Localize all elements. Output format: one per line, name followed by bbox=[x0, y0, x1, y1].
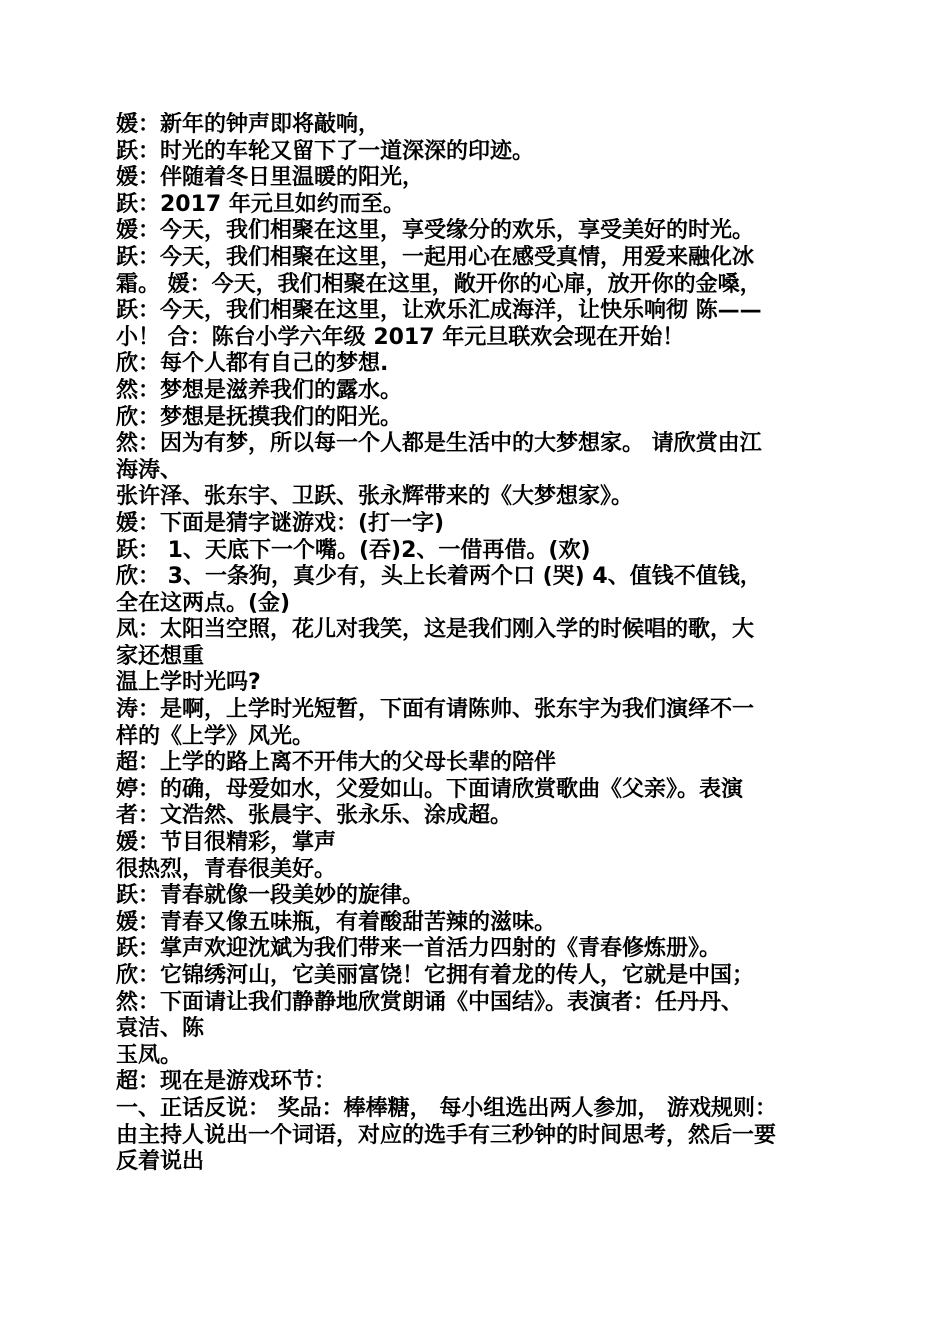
text-line: 欣：梦想是抚摸我们的阳光。 bbox=[116, 404, 403, 430]
text-line: 一、正话反说： 奖品：棒棒糖， 每小组选出两人参加， 游戏规则： bbox=[116, 1095, 777, 1121]
text-line: 欣： 3、一条狗，真少有，头上长着两个口 (哭) 4、值钱不值钱， bbox=[116, 564, 762, 590]
text-line: 媛：伴随着冬日里温暖的阳光， bbox=[116, 165, 425, 191]
text-line: 海涛、 bbox=[116, 457, 183, 483]
text-line: 欣：每个人都有自己的梦想. bbox=[116, 351, 389, 377]
text-line: 婷：的确，母爱如水，父爱如山。下面请欣赏歌曲《父亲》。表演 bbox=[116, 776, 744, 802]
text-line: 者：文浩然、张晨宇、张永乐、涂成超。 bbox=[116, 803, 513, 829]
text-line: 小！ 合：陈台小学六年级 2017 年元旦联欢会现在开始！ bbox=[116, 324, 685, 350]
text-line: 然：因为有梦，所以每一个人都是生活中的大梦想家。 请欣赏由江 bbox=[116, 431, 762, 457]
text-line: 媛：今天，我们相聚在这里，享受缘分的欢乐，享受美好的时光。 bbox=[116, 218, 755, 244]
text-line: 袁洁、陈 bbox=[116, 1016, 205, 1042]
text-line: 媛：下面是猜字谜游戏：(打一字) bbox=[116, 510, 445, 536]
text-line: 超：现在是游戏环节： bbox=[116, 1069, 337, 1095]
text-line: 由主持人说出一个词语，对应的选手有三秒钟的时间思考，然后一要 bbox=[116, 1122, 777, 1148]
text-line: 反着说出 bbox=[116, 1149, 205, 1175]
text-line: 然：下面请让我们静静地欣赏朗诵《中国结》。表演者：任丹丹、 bbox=[116, 989, 744, 1015]
text-line: 媛：青春又像五味瓶，有着酸甜苦辣的滋味。 bbox=[116, 909, 557, 935]
text-line: 霜。 媛：今天，我们相聚在这里，敞开你的心扉，放开你的金嗓， bbox=[116, 271, 762, 297]
text-line: 跃： 1、天底下一个嘴。(吞)2、一借再借。(欢) bbox=[116, 537, 591, 563]
document-body bbox=[116, 112, 836, 1176]
text-line: 跃：青春就像一段美妙的旋律。 bbox=[116, 883, 425, 909]
text-line: 样的《上学》风光。 bbox=[116, 723, 315, 749]
text-line: 跃：今天，我们相聚在这里，让欢乐汇成海洋，让快乐响彻 陈—— bbox=[116, 298, 762, 324]
text-line: 跃：今天，我们相聚在这里，一起用心在感受真情，用爱来融化冰 bbox=[116, 244, 755, 270]
text-line: 温上学时光吗? bbox=[116, 670, 261, 696]
text-line: 然：梦想是滋养我们的露水。 bbox=[116, 377, 403, 403]
text-line: 超：上学的路上离不开伟大的父母长辈的陪伴 bbox=[116, 750, 557, 776]
text-line: 跃：掌声欢迎沈斌为我们带来一首活力四射的《青春修炼册》。 bbox=[116, 936, 722, 962]
text-line: 媛：新年的钟声即将敲响， bbox=[116, 112, 381, 137]
text-line: 跃：2017 年元旦如约而至。 bbox=[116, 191, 405, 217]
text-line: 家还想重 bbox=[116, 643, 205, 669]
text-line: 玉凤。 bbox=[116, 1042, 183, 1068]
text-line: 很热烈，青春很美好。 bbox=[116, 856, 337, 882]
text-line: 涛：是啊，上学时光短暂，下面有请陈帅、张东宇为我们演绎不一 bbox=[116, 697, 755, 723]
text-line: 张许泽、张东宇、卫跃、张永辉带来的《大梦想家》。 bbox=[116, 484, 634, 510]
text-line: 凤：太阳当空照，花儿对我笑，这是我们刚入学的时候唱的歌，大 bbox=[116, 617, 755, 643]
text-line: 媛：节目很精彩，掌声 bbox=[116, 830, 337, 856]
text-line: 欣：它锦绣河山，它美丽富饶！它拥有着龙的传人，它就是中国； bbox=[116, 963, 755, 988]
text-line: 跃：时光的车轮又留下了一道深深的印迹。 bbox=[116, 138, 535, 164]
text-line: 全在这两点。(金) bbox=[116, 590, 291, 616]
